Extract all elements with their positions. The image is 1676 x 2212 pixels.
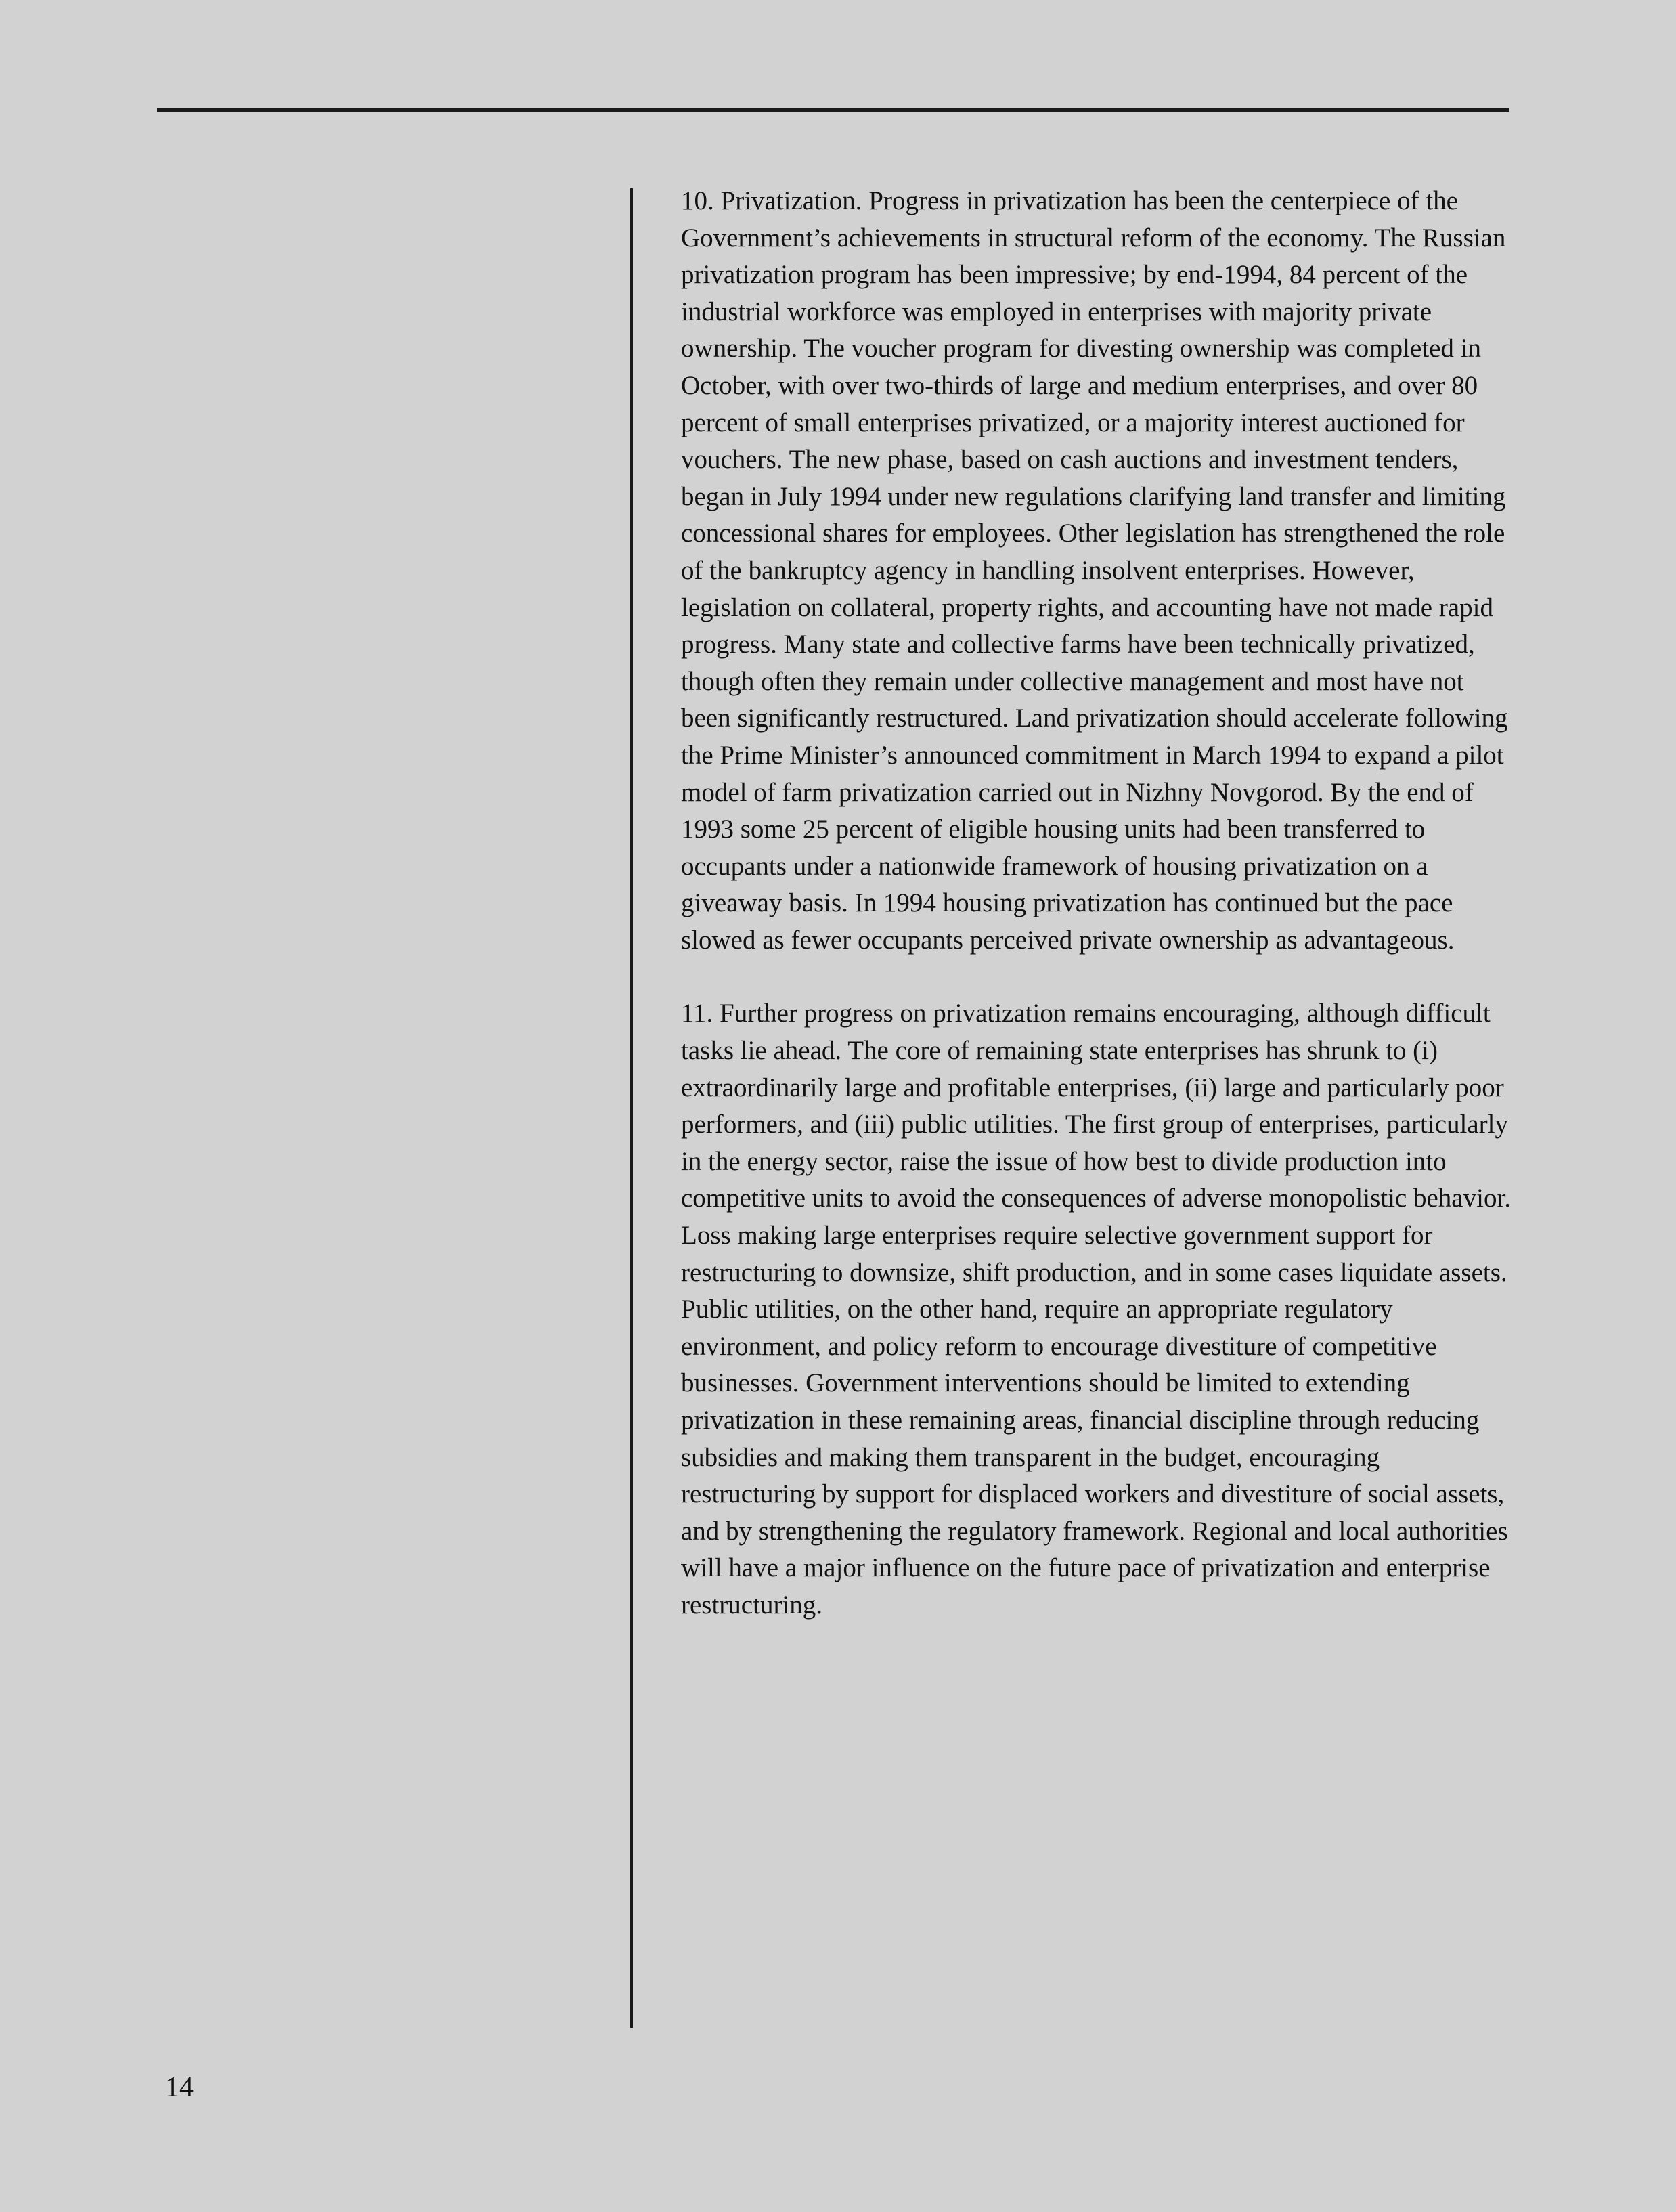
page-number: 14: [165, 2072, 194, 2103]
body-text-column: [681, 183, 1515, 1624]
paragraph-10-privatization: 10. Privatization. Progress in privatization has been the centerpiece of the Government’s achievements in structural reform of the economy. The Russian privatization program has been impressive; by end-1994, 84 percent of the industrial workforce was employed in enterprises with majority private ownership. The voucher program for divesting ownership was completed in October, with over two-thirds of large and medium enterprises, and over 80 percent of small enterprises privatized, or a majority interest auctioned for vouchers. The new phase, based on cash auctions and investment tenders, began in July 1994 under new regulations clarifying land transfer and limiting concessional shares for employees. Other legislation has strengthened the role of the bankruptcy agency in handling insolvent enterprises. However, legislation on collateral, property rights, and accounting have not made rapid progress. Many state and collective farms have been technically privatized, though often they remain under collective management and most have not been significantly restructured. Land privatization should accelerate following the Prime Minister’s announced commitment in March 1994 to expand a pilot model of farm privatization carried out in Nizhny Novgorod. By the end of 1993 some 25 percent of eligible housing units had been transferred to occupants under a nationwide framework of housing privatization on a giveaway basis. In 1994 housing privatization has continued but the pace slowed as fewer occupants perceived private ownership as advantageous.: [681, 186, 1508, 955]
vertical-column-rule: [630, 188, 633, 2028]
top-horizontal-rule: [157, 108, 1509, 112]
paragraph-11-further-progress: 11. Further progress on privatization remains encouraging, although difficult tasks lie ahead. The core of remaining state enterprises has shrunk to (i) extraordinarily large and profitable enterprises, (ii) large and particularly poor performers, and (iii) public utilities. The first group of enterprises, particularly in the energy sector, raise the issue of how best to divide production into competitive units to avoid the consequences of adverse monopolistic behavior. Loss making large enterprises require selective government support for restructuring to downsize, shift production, and in some cases liquidate assets. Public utilities, on the other hand, require an appropriate regulatory environment, and policy reform to encourage divestiture of competitive businesses. Government interventions should be limited to extending privatization in these remaining areas, financial discipline through reducing subsidies and making them transparent in the budget, encouraging restructuring by support for displaced workers and divestiture of social assets, and by strengthening the regulatory framework. Regional and local authorities will have a major influence on the future pace of privatization and enterprise restructuring.: [681, 999, 1512, 1620]
